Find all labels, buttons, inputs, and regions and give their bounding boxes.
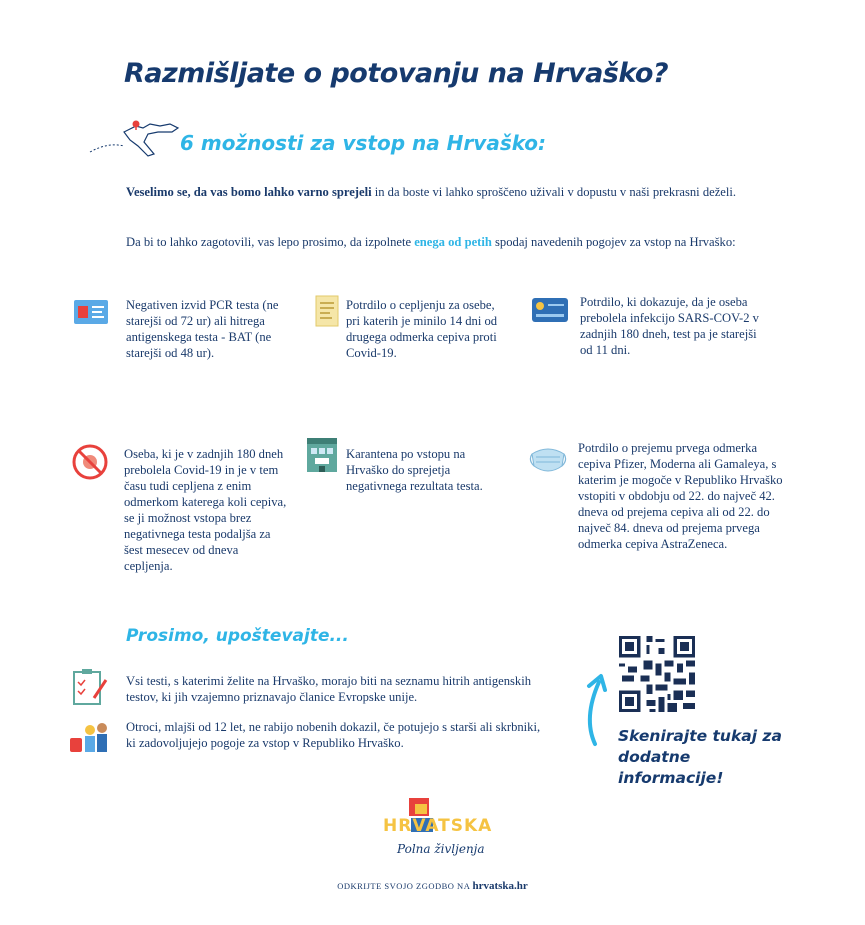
logo-slogan: Polna življenja	[397, 842, 485, 856]
quarantine-building-icon	[303, 436, 343, 476]
intro-highlight: enega od petih	[414, 235, 492, 249]
face-mask-icon	[528, 440, 568, 480]
intro-text: Da bi to lahko zagotovili, vas lepo prosimo, da izpolnete	[126, 235, 415, 249]
footer-website-link[interactable]: hrvatska.hr	[472, 880, 528, 892]
intro-paragraph-2	[126, 234, 766, 250]
hrvatska-logo	[383, 796, 493, 866]
scan-instruction: Skenirajte tukaj za dodatne informacije!	[618, 727, 782, 787]
footer	[0, 880, 865, 892]
intro-text: in da boste vi lahko sproščeno uživali v dopustu v naši prekrasni deželi.	[371, 185, 737, 199]
note-text: Otroci, mlajši od 12 let, ne rabijo nobenih dokazil, če potujejo s starši ali skrbniki, ki zadovoljujejo pogoje za vstop v Republiko Hrvaško.	[126, 720, 541, 750]
checklist-icon	[70, 668, 110, 708]
note-text: Vsi testi, s katerimi želite na Hrvaško, morajo biti na seznamu hitrih antigenskih testov, ki jih vzajemno priznavajo članice Evropske unije.	[126, 674, 532, 704]
option-text: Oseba, ki je v zadnjih 180 dneh prebolela Covid-19 in je v tem času tudi cepljena z enim odmerkom katerega koli cepiva, se ji možnost vstopa brez negativnega testa podaljša za šest mesecev od dneva cepljenja.	[124, 447, 287, 573]
qr-code[interactable]	[619, 636, 695, 712]
logo-brand: HRVATSKA	[383, 816, 493, 836]
footer-text: ODKRIJTE SVOJO ZGODBO NA	[337, 881, 473, 891]
pcr-test-card-icon	[72, 292, 112, 332]
croatia-map-icon	[88, 112, 183, 160]
option-text: Potrdilo o prejemu prvega odmerka cepiva Pfizer, Moderna ali Gamaleya, s katerim je mogoče v Republiko Hrvaško vstopiti v obdobju od 22. do največ 42. dneva od prejema cepiva ali od 22. do največ 84. dneva od prejema prvega odmerka cepiva AstraZeneca.	[578, 441, 783, 551]
curved-arrow-icon	[575, 668, 615, 748]
vaccination-certificate-icon	[308, 292, 348, 332]
intro-bold-text: Veselimo se, da vas bomo lahko varno sprejeli	[126, 185, 372, 199]
no-virus-icon	[70, 442, 110, 482]
page-title: Razmišljate o potovanju na Hrvaško?	[124, 58, 669, 89]
family-travel-icon	[68, 716, 112, 756]
section-subtitle: 6 možnosti za vstop na Hrvaško:	[180, 131, 547, 155]
intro-text: spodaj navedenih pogojev za vstop na Hrvaško:	[491, 235, 736, 249]
recovery-card-icon	[530, 290, 570, 330]
notes-title: Prosimo, upoštevajte...	[126, 626, 349, 646]
option-text: Potrdilo, ki dokazuje, da je oseba prebolela infekcijo SARS-COV-2 v zadnjih 180 dneh, test pa je starejši od 11 dni.	[580, 295, 759, 357]
option-text: Potrdilo o cepljenju za osebe, pri katerih je minilo 14 dni od drugega odmerka cepiva proti Covid-19.	[346, 298, 498, 360]
option-text: Negativen izvid PCR testa (ne starejši od 72 ur) ali hitrega antigenskega testa - BAT (ne starejši od 48 ur).	[126, 298, 279, 360]
intro-paragraph-1	[126, 184, 766, 200]
option-text: Karantena po vstopu na Hrvaško do sprejetja negativnega rezultata testa.	[346, 447, 483, 493]
